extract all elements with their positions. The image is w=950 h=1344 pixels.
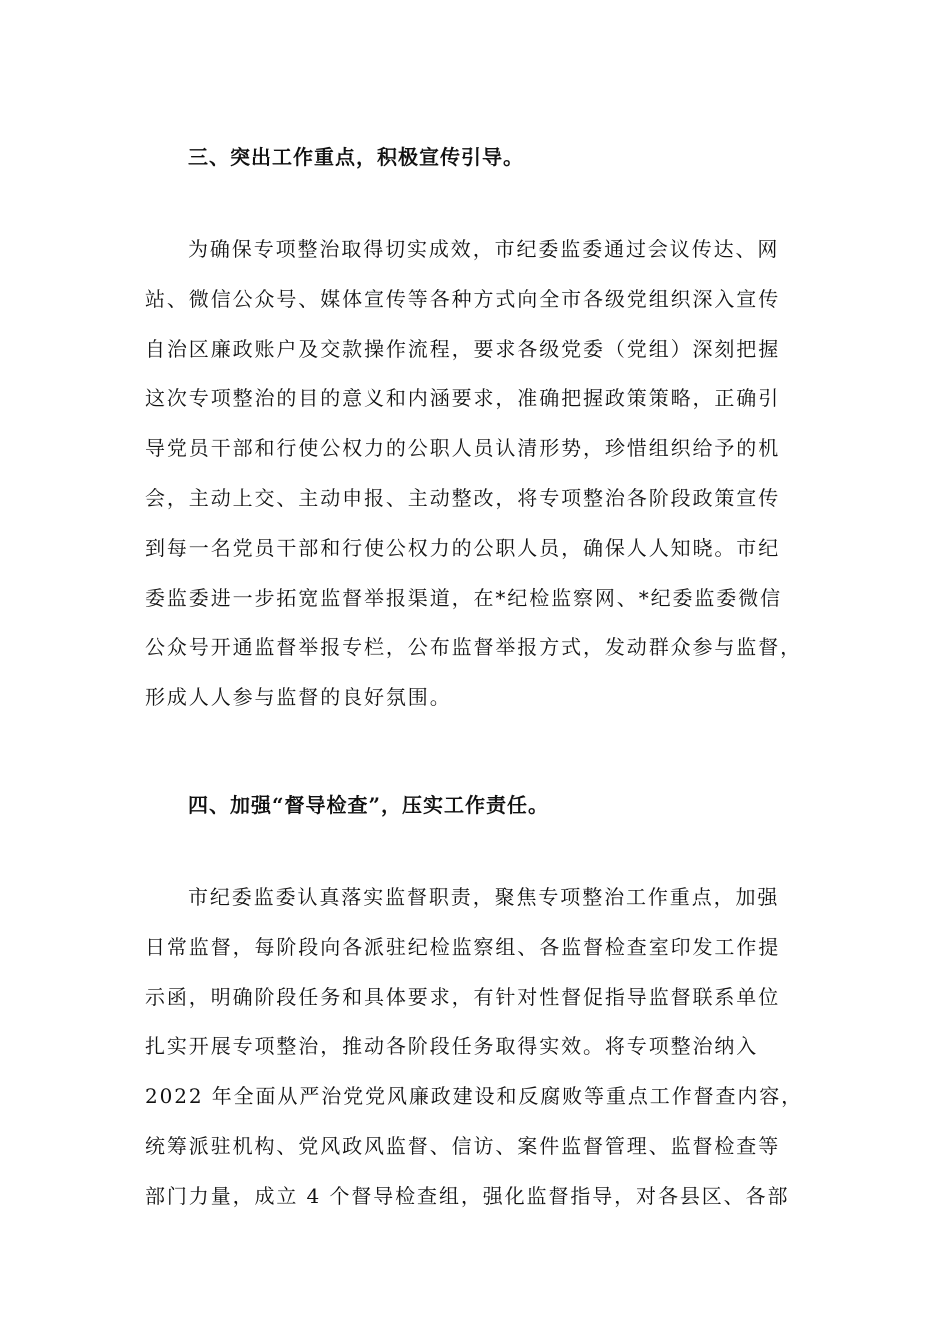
- paragraph-line: 示函，明确阶段任务和具体要求，有针对性督促指导监督联系单位: [145, 984, 781, 1009]
- paragraph-line: 2022 年全面从严治党党风廉政建设和反腐败等重点工作督查内容，: [145, 1084, 804, 1109]
- paragraph-line: 站、微信公众号、媒体宣传等各种方式向全市各级党组织深入宣传: [145, 286, 781, 311]
- paragraph-line: 市纪委监委认真落实监督职责，聚焦专项整治工作重点，加强: [188, 885, 780, 909]
- paragraph-line: 到每一名党员干部和行使公权力的公职人员，确保人人知晓。市纪: [145, 535, 781, 560]
- paragraph-line: 会，主动上交、主动申报、主动整改，将专项整治各阶段政策宣传: [145, 485, 781, 510]
- paragraph-line: 导党员干部和行使公权力的公职人员认清形势，珍惜组织给予的机: [145, 436, 781, 461]
- section-3-heading: 三、突出工作重点，积极宣传引导。: [188, 145, 524, 169]
- paragraph-line: 委监委进一步拓宽监督举报渠道，在*纪检监察网、*纪委监委微信: [145, 585, 782, 610]
- paragraph-line: 部门力量，成立 4 个督导检查组，强化监督指导，对各县区、各部: [145, 1183, 790, 1208]
- paragraph-line: 为确保专项整治取得切实成效，市纪委监委通过会议传达、网: [188, 237, 780, 261]
- section-4-heading: 四、加强“督导检查”，压实工作责任。: [188, 793, 550, 817]
- section-3-paragraph: [145, 225, 845, 723]
- paragraph-line: 形成人人参与监督的良好氛围。: [145, 685, 452, 710]
- paragraph-line: 这次专项整治的目的意义和内涵要求，准确把握政策策略，正确引: [145, 386, 781, 411]
- paragraph-line: 自治区廉政账户及交款操作流程，要求各级党委（党组）深刻把握: [145, 336, 781, 361]
- paragraph-line: 扎实开展专项整治，推动各阶段任务取得实效。将专项整治纳入: [145, 1034, 759, 1059]
- paragraph-line: 统筹派驻机构、党风政风监督、信访、案件监督管理、监督检查等: [145, 1133, 781, 1158]
- paragraph-line: 公众号开通监督举报专栏，公布监督举报方式，发动群众参与监督，: [145, 635, 802, 660]
- section-4-paragraph: [145, 873, 845, 1222]
- paragraph-line: 日常监督，每阶段向各派驻纪检监察组、各监督检查室印发工作提: [145, 934, 781, 959]
